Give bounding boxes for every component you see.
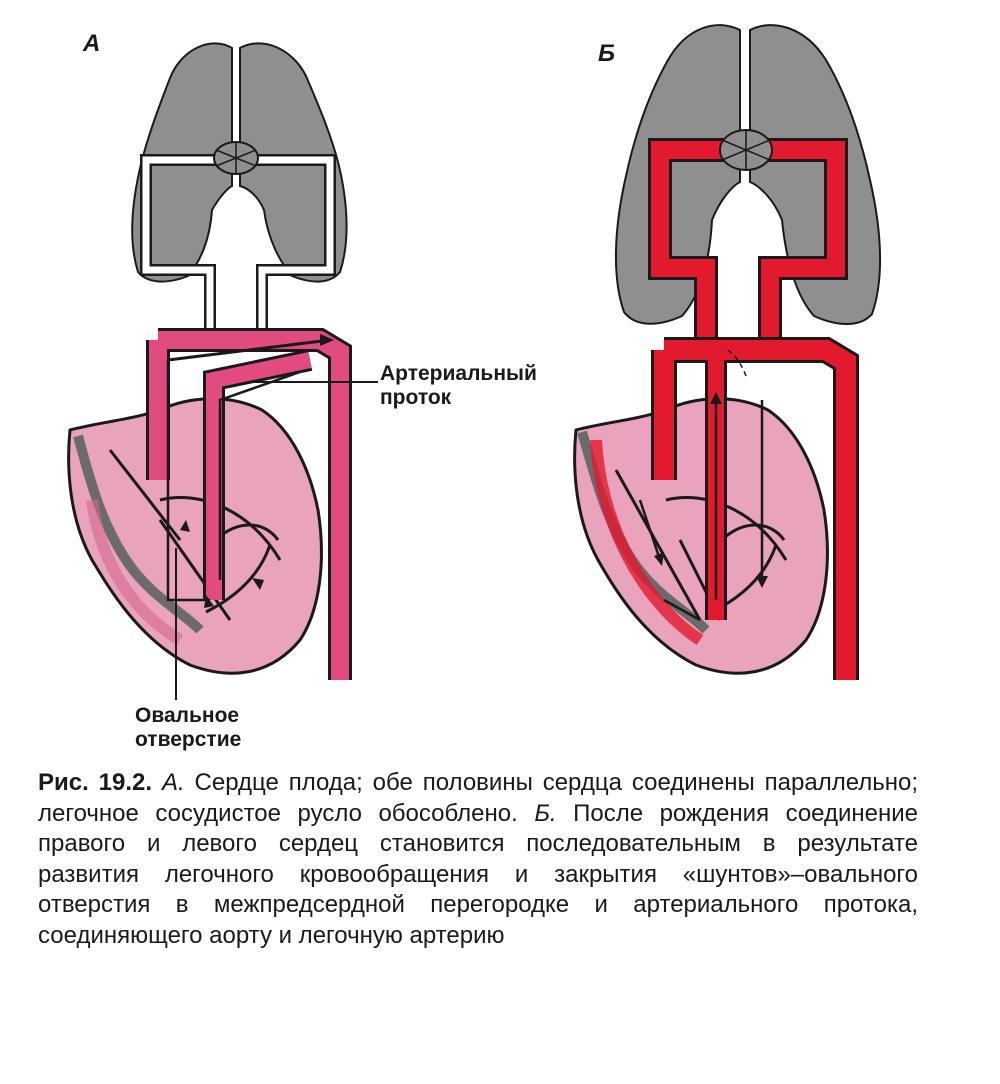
ductus-arteriosus-label: Артериальный проток	[380, 362, 537, 409]
figure-number: Рис. 19.2.	[38, 769, 153, 796]
caption-part-b-letter: Б.	[534, 799, 557, 827]
panel-a	[69, 43, 378, 700]
panel-b	[575, 25, 880, 680]
panel-a-heart	[69, 399, 322, 673]
panel-b-heart	[575, 399, 828, 673]
caption-part-a-letter: А.	[161, 769, 185, 796]
figure-caption	[38, 768, 918, 951]
foramen-ovale-label: Овальное отверстие	[135, 704, 242, 751]
caption-part-b-text: После рождения соединение правого и левого сердец становится последовательным в результате развития легочного кровообращения и закрытия «шунтов»–овального отверстия в межпредсердной перегородке и артериального протока, соединяющего аорту и легочную артерию	[38, 799, 919, 949]
panel-b-letter: Б	[598, 40, 615, 67]
panel-a-letter: А	[83, 30, 101, 57]
caption-part-a-text: Сердце плода; обе половины сердца соединены параллельно; легочное сосудистое русло обособлено.	[38, 769, 919, 827]
